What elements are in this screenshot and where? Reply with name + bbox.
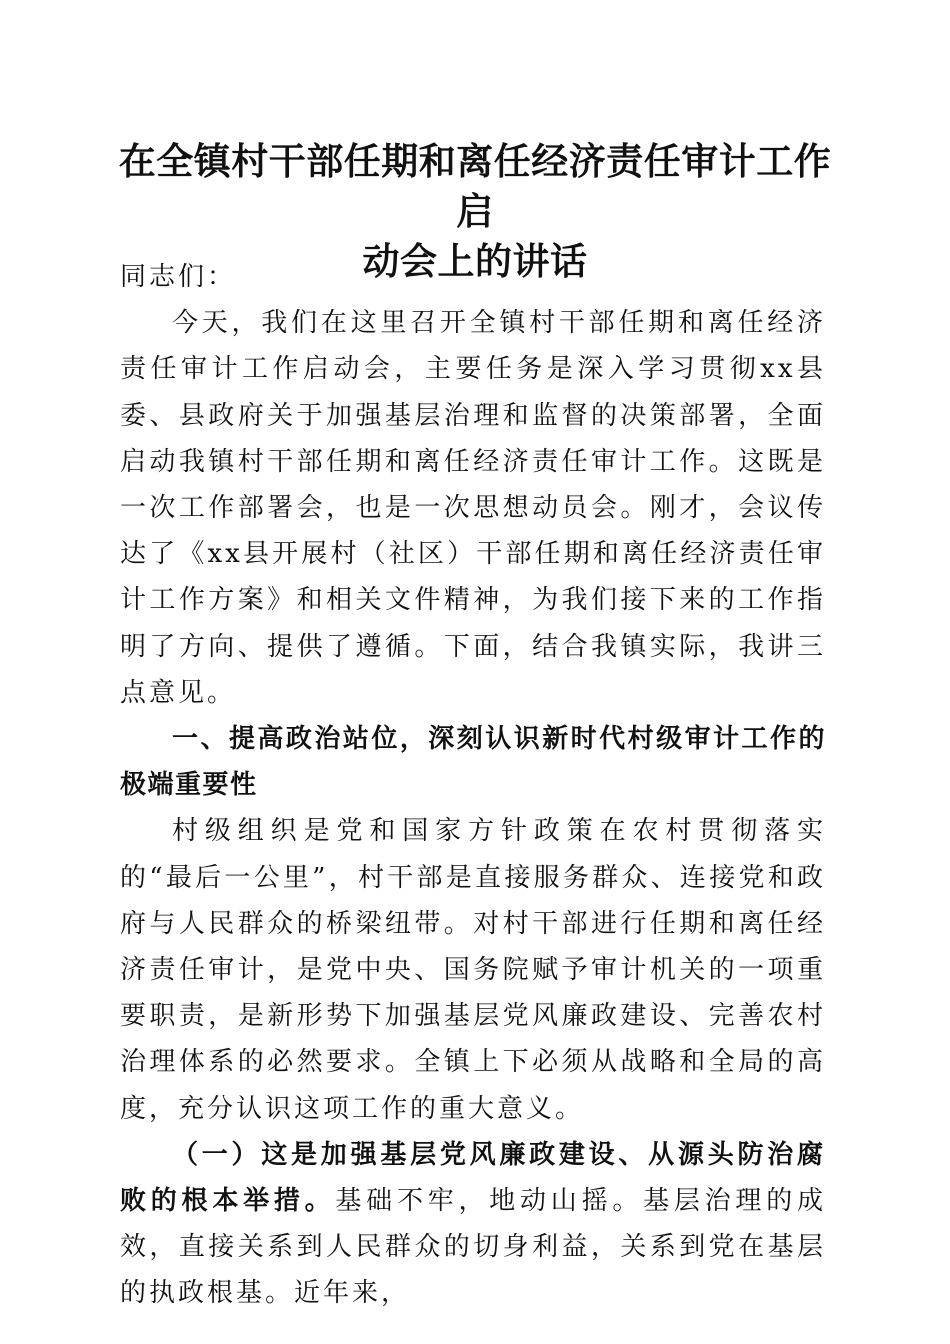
document-body bbox=[120, 254, 826, 1317]
intro-paragraph: 今天，我们在这里召开全镇村干部任期和离任经济责任审计工作启动会，主要任务是深入学习贯彻xx县委、县政府关于加强基层治理和监督的决策部署，全面启动我镇村干部任期和离任经济责任审计工作。这既是一次工作部署会，也是一次思想动员会。刚才，会议传达了《xx县开展村（社区）干部任期和离任经济责任审计工作方案》和相关文件精神，为我们接下来的工作指明了方向、提供了遵循。下面，结合我镇实际，我讲三点意见。 bbox=[120, 308, 826, 708]
title-line-1: 在全镇村干部任期和离任经济责任审计工作启 bbox=[118, 139, 832, 233]
section-1-paragraph: 村级组织是党和国家方针政策在农村贯彻落实的“最后一公里”，村干部是直接服务群众、连接党和政府与人民群众的桥梁纽带。对村干部进行任期和离任经济责任审计，是党中央、国务院赋予审计机关的一项重要职责，是新形势下加强基层党风廉政建设、完善农村治理体系的必然要求。全镇上下必须从战略和全局的高度，充分认识这项工作的重大意义。 bbox=[120, 816, 826, 1124]
subsection-1-paragraph bbox=[120, 1132, 826, 1317]
salutation: 同志们： bbox=[120, 262, 237, 292]
title-line-2: 动会上的讲话 bbox=[362, 239, 588, 283]
subsection-1-lead: （一）这是加强基层党风廉政建设、从源头防治腐败的根本举措。 bbox=[120, 1139, 826, 1217]
section-1-heading: 一、提高政治站位，深刻认识新时代村级审计工作的极端重要性 bbox=[120, 724, 826, 801]
subsection-1-text: 基础不牢，地动山摇。基层治理的成效，直接关系到人民群众的切身利益，关系到党在基层的执政根基。近年来， bbox=[120, 1186, 826, 1309]
